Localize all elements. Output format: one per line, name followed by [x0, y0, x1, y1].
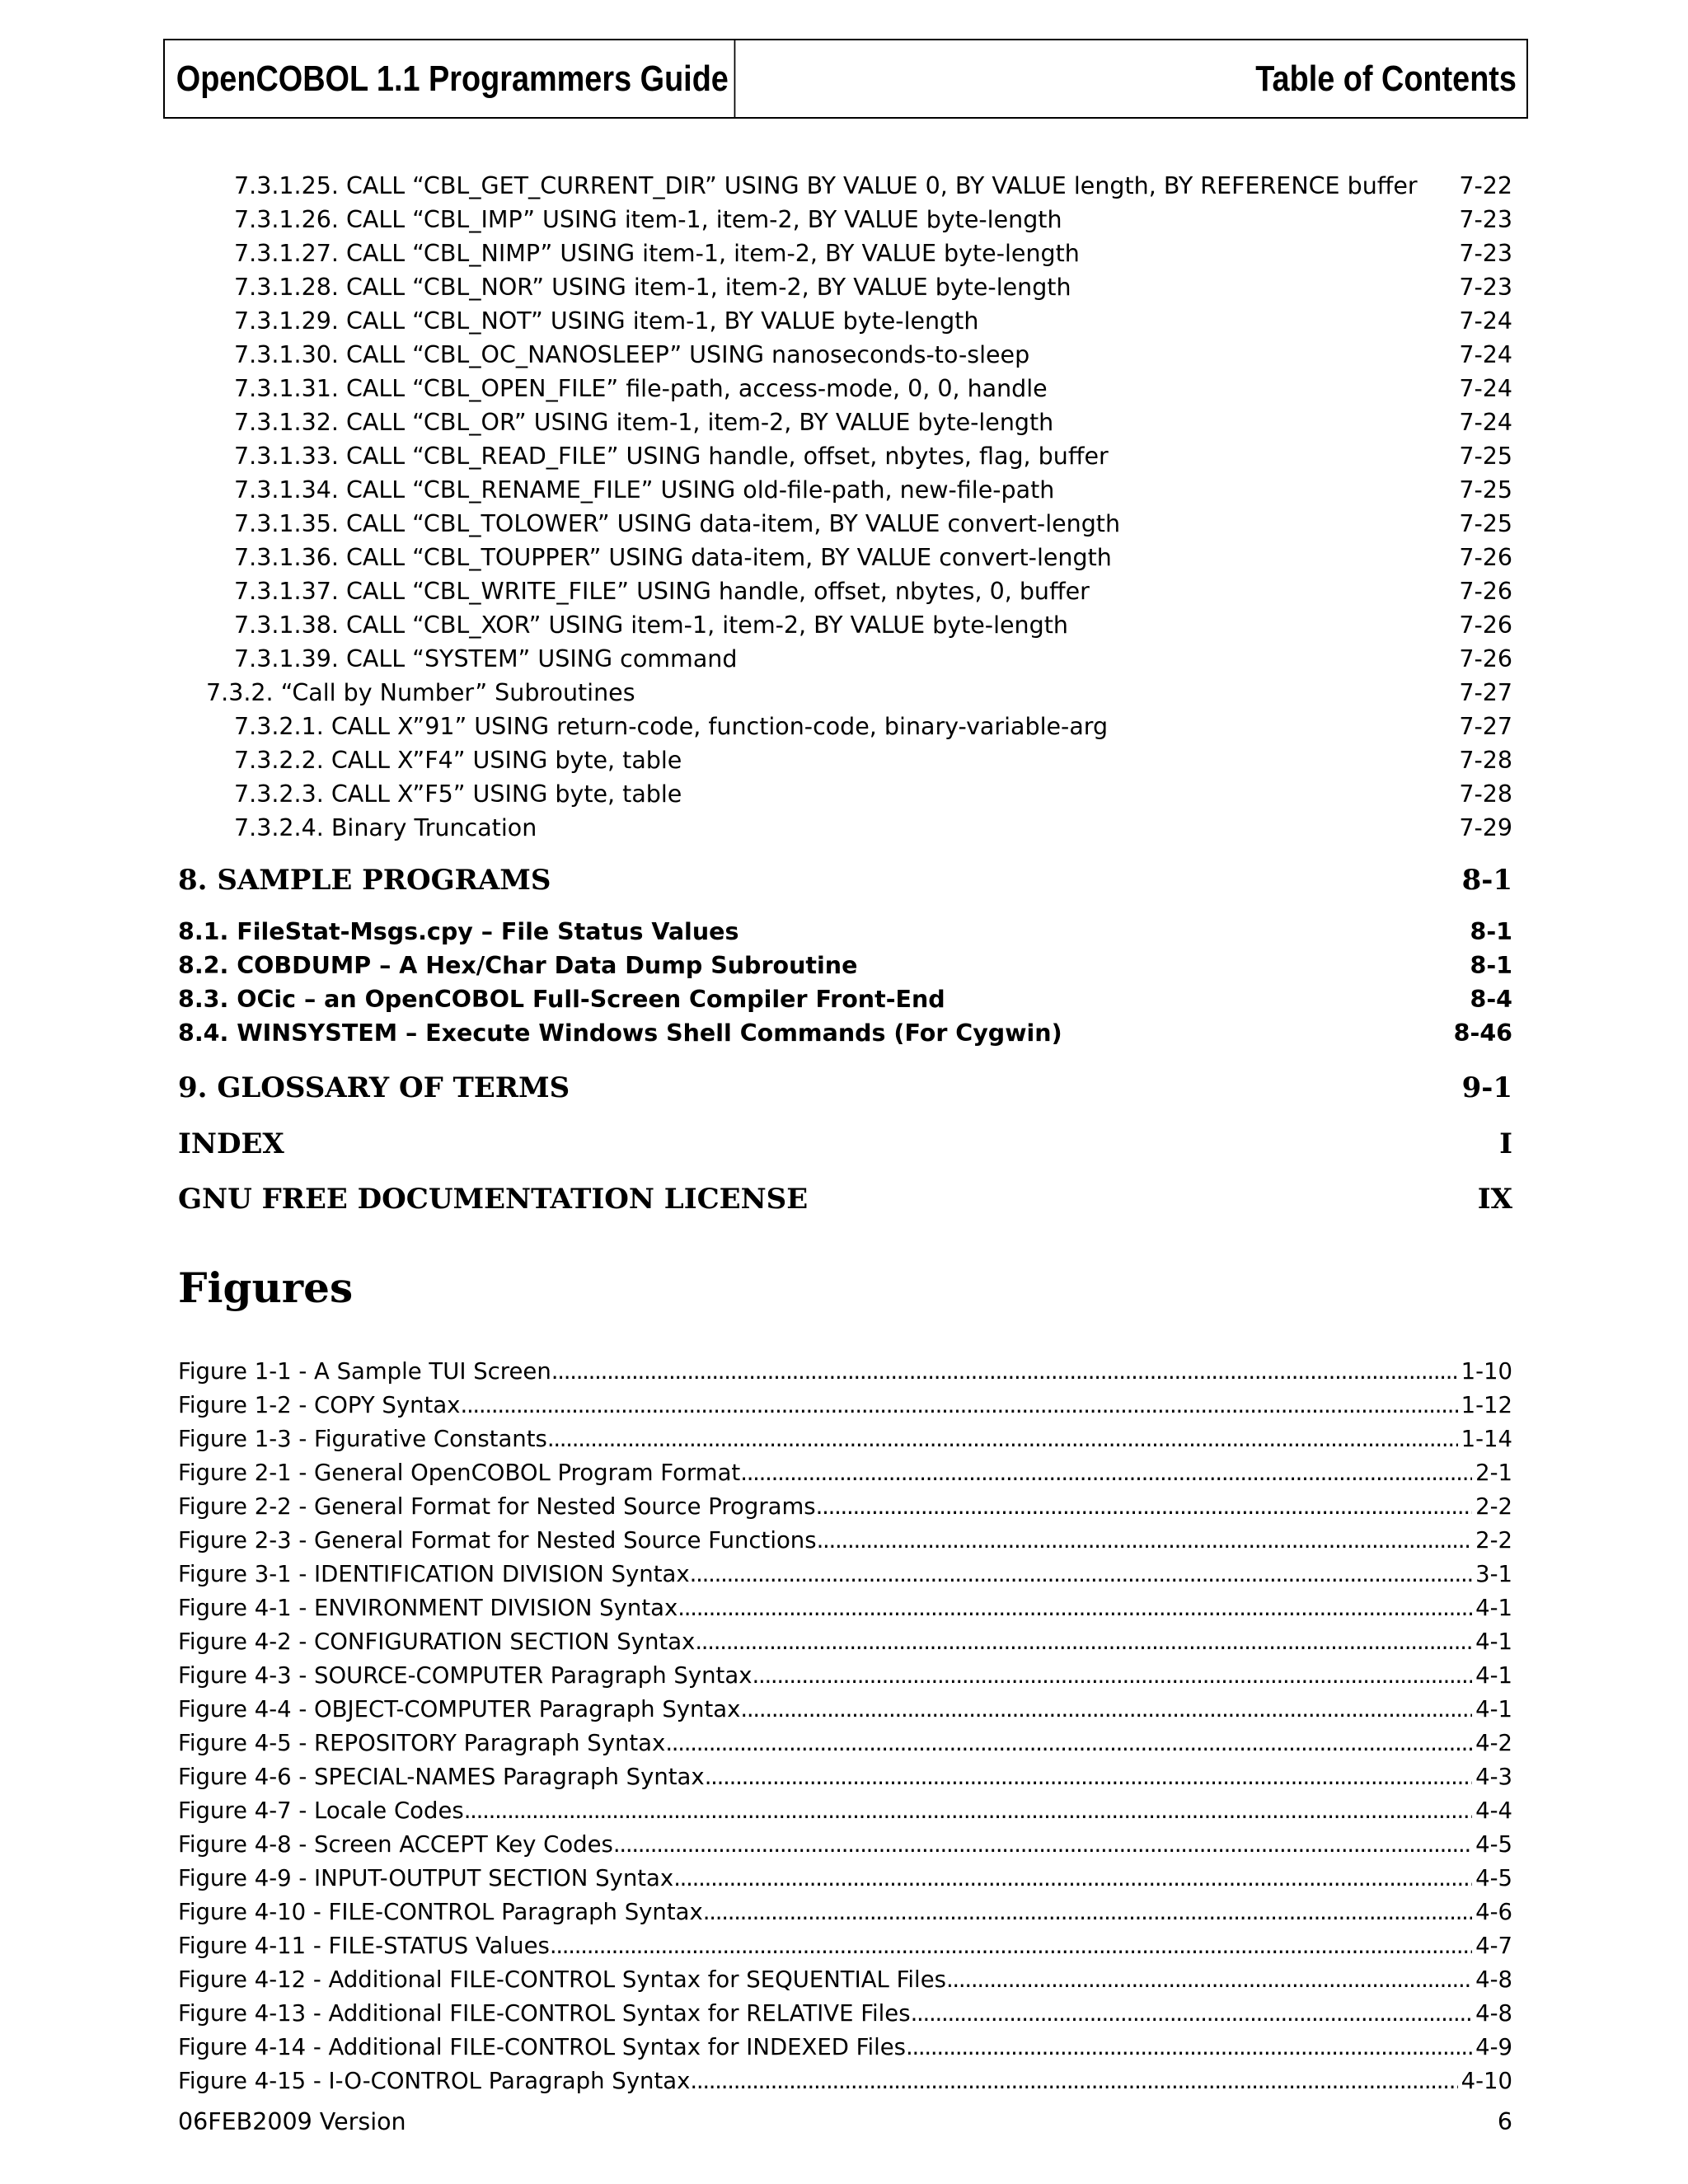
- figure-entry-page: 4-5: [1475, 1865, 1512, 1891]
- figure-entry-page: 2-2: [1475, 1493, 1512, 1520]
- figure-entry-label: Figure 4-1 - ENVIRONMENT DIVISION Syntax: [178, 1595, 678, 1621]
- toc-entry-page: 7-23: [1459, 206, 1512, 233]
- toc-chapter-label: INDEX: [178, 1127, 284, 1160]
- dot-leader: [678, 1592, 1472, 1624]
- toc-entry-page: 7-28: [1459, 747, 1512, 774]
- toc-entry-page: 7-28: [1459, 780, 1512, 808]
- figure-entry[interactable]: [178, 1694, 1512, 1725]
- figure-entry[interactable]: [178, 1356, 1512, 1387]
- figure-entry-page: 4-2: [1475, 1730, 1512, 1756]
- toc-entry-page: 7-25: [1459, 443, 1512, 470]
- toc-entry-label: 7.3.1.36. CALL “CBL_TOUPPER” USING data-item, BY VALUE convert-length: [234, 544, 1112, 571]
- figure-entry[interactable]: [178, 1390, 1512, 1421]
- toc-section-page: 8-1: [1470, 952, 1512, 979]
- toc-entry[interactable]: [0, 271, 1688, 304]
- toc-entry[interactable]: [0, 609, 1688, 642]
- toc-entry-label: 7.3.1.34. CALL “CBL_RENAME_FILE” USING old-file-path, new-file-path: [234, 476, 1055, 504]
- toc-entry-page: 7-24: [1459, 409, 1512, 436]
- dot-leader: [690, 1558, 1472, 1590]
- dot-leader: [817, 1525, 1473, 1556]
- toc-entry-page: 7-26: [1459, 578, 1512, 605]
- toc-entry[interactable]: [0, 677, 1688, 710]
- toc-section[interactable]: [0, 1017, 1688, 1050]
- toc-entry-label: 7.3.1.37. CALL “CBL_WRITE_FILE” USING handle, offset, nbytes, 0, buffer: [234, 578, 1090, 605]
- toc-section[interactable]: [0, 916, 1688, 949]
- figure-entry-label: Figure 4-2 - CONFIGURATION SECTION Syntax: [178, 1629, 696, 1655]
- figure-entry[interactable]: [178, 1423, 1512, 1455]
- toc-entry-label: 7.3.1.26. CALL “CBL_IMP” USING item-1, item-2, BY VALUE byte-length: [234, 206, 1062, 233]
- figure-entry-label: Figure 1-3 - Figurative Constants: [178, 1426, 547, 1452]
- dot-leader: [906, 2032, 1472, 2063]
- toc-entry-page: 7-24: [1459, 341, 1512, 368]
- figure-entry-label: Figure 4-8 - Screen ACCEPT Key Codes: [178, 1831, 613, 1858]
- figure-entry-page: 4-10: [1461, 2068, 1512, 2094]
- toc-entry[interactable]: [0, 339, 1688, 372]
- figure-entry-page: 4-1: [1475, 1595, 1512, 1621]
- figure-entry[interactable]: [178, 1761, 1512, 1793]
- toc-entry-page: 7-27: [1459, 679, 1512, 706]
- toc-chapter[interactable]: [0, 1124, 1688, 1164]
- toc-entry-label: 7.3.2.2. CALL X”F4” USING byte, table: [234, 747, 682, 774]
- toc-entry-page: 7-26: [1459, 612, 1512, 639]
- toc-entry[interactable]: [0, 170, 1688, 203]
- dot-leader: [464, 1795, 1472, 1826]
- figure-entry-page: 4-5: [1475, 1831, 1512, 1858]
- toc-entry-label: 7.3.1.33. CALL “CBL_READ_FILE” USING handle, offset, nbytes, flag, buffer: [234, 443, 1109, 470]
- dot-leader: [752, 1660, 1472, 1691]
- toc-entry-label: 7.3.2. “Call by Number” Subroutines: [206, 679, 635, 706]
- dot-leader: [673, 1863, 1472, 1894]
- document-title: OpenCOBOL 1.1 Programmers Guide: [165, 40, 735, 117]
- figure-entry-label: Figure 4-15 - I-O-CONTROL Paragraph Syntax: [178, 2068, 691, 2094]
- figure-entry-page: 1-10: [1461, 1358, 1512, 1385]
- dot-leader: [551, 1356, 1458, 1387]
- toc-section-label: 8.3. OCic – an OpenCOBOL Full-Screen Compiler Front-End: [178, 986, 945, 1013]
- page-header: [163, 39, 1528, 119]
- dot-leader: [911, 1998, 1473, 2029]
- toc-entry[interactable]: [0, 440, 1688, 473]
- figure-entry[interactable]: [178, 1525, 1512, 1556]
- toc-entry-page: 7-24: [1459, 375, 1512, 402]
- figure-entry-page: 4-7: [1475, 1933, 1512, 1959]
- toc-entry[interactable]: [0, 575, 1688, 608]
- toc-entry[interactable]: [0, 710, 1688, 743]
- figure-entry[interactable]: [178, 1896, 1512, 1928]
- toc-chapter[interactable]: [0, 1179, 1688, 1219]
- figure-entry-label: Figure 4-5 - REPOSITORY Paragraph Syntax: [178, 1730, 666, 1756]
- toc-section-label: 8.1. FileStat-Msgs.cpy – File Status Values: [178, 918, 739, 945]
- toc-chapter-page: 9-1: [1461, 1071, 1512, 1104]
- dot-leader: [550, 1930, 1472, 1961]
- figure-entry[interactable]: [178, 1558, 1512, 1590]
- toc-entry-label: 7.3.1.31. CALL “CBL_OPEN_FILE” file-path, access-mode, 0, 0, handle: [234, 375, 1048, 402]
- figure-entry-label: Figure 4-14 - Additional FILE-CONTROL Syntax for INDEXED Files: [178, 2034, 906, 2060]
- figure-entry-page: 4-4: [1475, 1797, 1512, 1824]
- figure-entry[interactable]: [178, 1660, 1512, 1691]
- dot-leader: [946, 1964, 1472, 1995]
- toc-entry-page: 7-22: [1459, 172, 1512, 199]
- toc-chapter[interactable]: [0, 1068, 1688, 1108]
- toc-chapter-label: GNU FREE DOCUMENTATION LICENSE: [178, 1183, 809, 1216]
- figure-entry-label: Figure 3-1 - IDENTIFICATION DIVISION Syntax: [178, 1561, 690, 1587]
- toc-entry-label: 7.3.1.35. CALL “CBL_TOLOWER” USING data-item, BY VALUE convert-length: [234, 510, 1121, 537]
- toc-entry-page: 7-25: [1459, 510, 1512, 537]
- figure-entry-page: 4-3: [1475, 1764, 1512, 1790]
- toc-entry[interactable]: [0, 744, 1688, 777]
- toc-entry-label: 7.3.1.32. CALL “CBL_OR” USING item-1, item-2, BY VALUE byte-length: [234, 409, 1054, 436]
- toc-chapter-page: 8-1: [1461, 864, 1512, 897]
- toc-entry[interactable]: [0, 508, 1688, 541]
- toc-chapter-label: 9. GLOSSARY OF TERMS: [178, 1071, 570, 1104]
- toc-entry-page: 7-23: [1459, 274, 1512, 301]
- figure-entry[interactable]: [178, 1998, 1512, 2029]
- version-label: 06FEB2009 Version: [178, 2108, 406, 2135]
- toc-entry-page: 7-26: [1459, 645, 1512, 673]
- toc-section-page: 8-1: [1470, 918, 1512, 945]
- toc-section-label: 8.2. COBDUMP – A Hex/Char Data Dump Subroutine: [178, 952, 858, 979]
- figure-entry-label: Figure 4-6 - SPECIAL-NAMES Paragraph Syntax: [178, 1764, 705, 1790]
- figure-entry[interactable]: [178, 1795, 1512, 1826]
- figure-entry-label: Figure 2-2 - General Format for Nested Source Programs: [178, 1493, 816, 1520]
- figure-entry-page: 1-14: [1461, 1426, 1512, 1452]
- dot-leader: [665, 1727, 1472, 1759]
- figure-entry-label: Figure 4-4 - OBJECT-COMPUTER Paragraph Syntax: [178, 1696, 741, 1722]
- figure-entry[interactable]: [178, 1491, 1512, 1522]
- dot-leader: [690, 2065, 1457, 2097]
- page-number: 6: [1497, 2108, 1512, 2135]
- toc-entry-page: 7-26: [1459, 544, 1512, 571]
- figure-entry-page: 4-9: [1475, 2034, 1512, 2060]
- figure-entry-page: 2-2: [1475, 1527, 1512, 1554]
- figure-entry-label: Figure 4-10 - FILE-CONTROL Paragraph Syntax: [178, 1899, 703, 1925]
- section-title: Table of Contents: [1255, 58, 1517, 99]
- dot-leader: [613, 1829, 1472, 1860]
- figure-entry[interactable]: [178, 1829, 1512, 1860]
- dot-leader: [695, 1626, 1472, 1657]
- figure-entry-label: Figure 2-1 - General OpenCOBOL Program Format: [178, 1460, 741, 1486]
- figure-entry-label: Figure 4-3 - SOURCE-COMPUTER Paragraph Syntax: [178, 1662, 753, 1689]
- figure-entry-page: 2-1: [1475, 1460, 1512, 1486]
- toc-entry-page: 7-29: [1459, 814, 1512, 841]
- figure-entry-page: 1-12: [1461, 1392, 1512, 1418]
- figure-entry-label: Figure 1-2 - COPY Syntax: [178, 1392, 461, 1418]
- figure-entry-label: Figure 4-11 - FILE-STATUS Values: [178, 1933, 550, 1959]
- toc-entry[interactable]: [0, 474, 1688, 507]
- toc-entry-page: 7-23: [1459, 240, 1512, 267]
- figure-entry[interactable]: [178, 2065, 1512, 2097]
- figure-entry-page: 4-1: [1475, 1629, 1512, 1655]
- page-footer: [0, 2106, 1688, 2139]
- figure-entry-label: Figure 4-7 - Locale Codes: [178, 1797, 464, 1824]
- toc-entry[interactable]: [0, 305, 1688, 338]
- toc-entry[interactable]: [0, 373, 1688, 405]
- toc-section-page: 8-4: [1470, 986, 1512, 1013]
- toc-section[interactable]: [0, 983, 1688, 1016]
- toc-section-label: 8.4. WINSYSTEM – Execute Windows Shell Commands (For Cygwin): [178, 1019, 1062, 1047]
- toc-section[interactable]: [0, 949, 1688, 982]
- figure-entry-label: Figure 2-3 - General Format for Nested Source Functions: [178, 1527, 817, 1554]
- toc-chapter-label: 8. SAMPLE PROGRAMS: [178, 864, 551, 897]
- dot-leader: [460, 1390, 1457, 1421]
- toc-entry-page: 7-25: [1459, 476, 1512, 504]
- figure-entry[interactable]: [178, 1727, 1512, 1759]
- figure-entry[interactable]: [178, 1592, 1512, 1624]
- toc-chapter-page: IX: [1477, 1183, 1512, 1216]
- figure-entry-label: Figure 4-9 - INPUT-OUTPUT SECTION Syntax: [178, 1865, 674, 1891]
- toc-entry-label: 7.3.1.29. CALL “CBL_NOT” USING item-1, BY VALUE byte-length: [234, 307, 979, 335]
- toc-entry-page: 7-27: [1459, 713, 1512, 740]
- toc-chapter[interactable]: [0, 860, 1688, 900]
- dot-leader: [547, 1423, 1458, 1455]
- figure-entry[interactable]: [178, 1626, 1512, 1657]
- toc-entry-label: 7.3.1.27. CALL “CBL_NIMP” USING item-1, item-2, BY VALUE byte-length: [234, 240, 1080, 267]
- figures-heading: Figures: [178, 1263, 354, 1312]
- figure-entry-page: 4-1: [1475, 1662, 1512, 1689]
- figure-entry-page: 4-8: [1475, 1966, 1512, 1993]
- toc-entry-label: 7.3.2.4. Binary Truncation: [234, 814, 537, 841]
- toc-entry-label: 7.3.1.28. CALL “CBL_NOR” USING item-1, item-2, BY VALUE byte-length: [234, 274, 1071, 301]
- toc-entry[interactable]: [0, 778, 1688, 811]
- toc-entry-label: 7.3.1.39. CALL “SYSTEM” USING command: [234, 645, 738, 673]
- toc-entry[interactable]: [0, 406, 1688, 439]
- toc-entry-label: 7.3.1.25. CALL “CBL_GET_CURRENT_DIR” USING BY VALUE 0, BY VALUE length, BY REFERENCE buffer: [234, 172, 1418, 199]
- toc-entry-label: 7.3.2.3. CALL X”F5” USING byte, table: [234, 780, 682, 808]
- figure-entry-label: Figure 4-12 - Additional FILE-CONTROL Syntax for SEQUENTIAL Files: [178, 1966, 946, 1993]
- toc-entry[interactable]: [0, 643, 1688, 676]
- toc-entry-label: 7.3.1.38. CALL “CBL_XOR” USING item-1, item-2, BY VALUE byte-length: [234, 612, 1068, 639]
- dot-leader: [816, 1491, 1472, 1522]
- figure-entry-page: 3-1: [1475, 1561, 1512, 1587]
- toc-entry-label: 7.3.1.30. CALL “CBL_OC_NANOSLEEP” USING nanoseconds-to-sleep: [234, 341, 1030, 368]
- toc-entry[interactable]: [0, 812, 1688, 845]
- figure-entry-label: Figure 1-1 - A Sample TUI Screen: [178, 1358, 551, 1385]
- toc-section-page: 8-46: [1453, 1019, 1512, 1047]
- dot-leader: [740, 1694, 1472, 1725]
- dot-leader: [705, 1761, 1472, 1793]
- dot-leader: [740, 1457, 1472, 1488]
- figure-entry-page: 4-8: [1475, 2000, 1512, 2027]
- figure-entry-page: 4-1: [1475, 1696, 1512, 1722]
- figure-entry[interactable]: [178, 1930, 1512, 1961]
- figure-entry[interactable]: [178, 1863, 1512, 1894]
- toc-entry[interactable]: [0, 204, 1688, 237]
- figure-entry-label: Figure 4-13 - Additional FILE-CONTROL Syntax for RELATIVE Files: [178, 2000, 911, 2027]
- dot-leader: [703, 1896, 1472, 1928]
- toc-entry[interactable]: [0, 237, 1688, 270]
- toc-chapter-page: I: [1499, 1127, 1512, 1160]
- toc-entry-label: 7.3.2.1. CALL X”91” USING return-code, function-code, binary-variable-arg: [234, 713, 1109, 740]
- figure-entry-page: 4-6: [1475, 1899, 1512, 1925]
- figure-entry[interactable]: [178, 2032, 1512, 2063]
- toc-entry-page: 7-24: [1459, 307, 1512, 335]
- figure-entry[interactable]: [178, 1457, 1512, 1488]
- toc-entry[interactable]: [0, 541, 1688, 574]
- figure-entry[interactable]: [178, 1964, 1512, 1995]
